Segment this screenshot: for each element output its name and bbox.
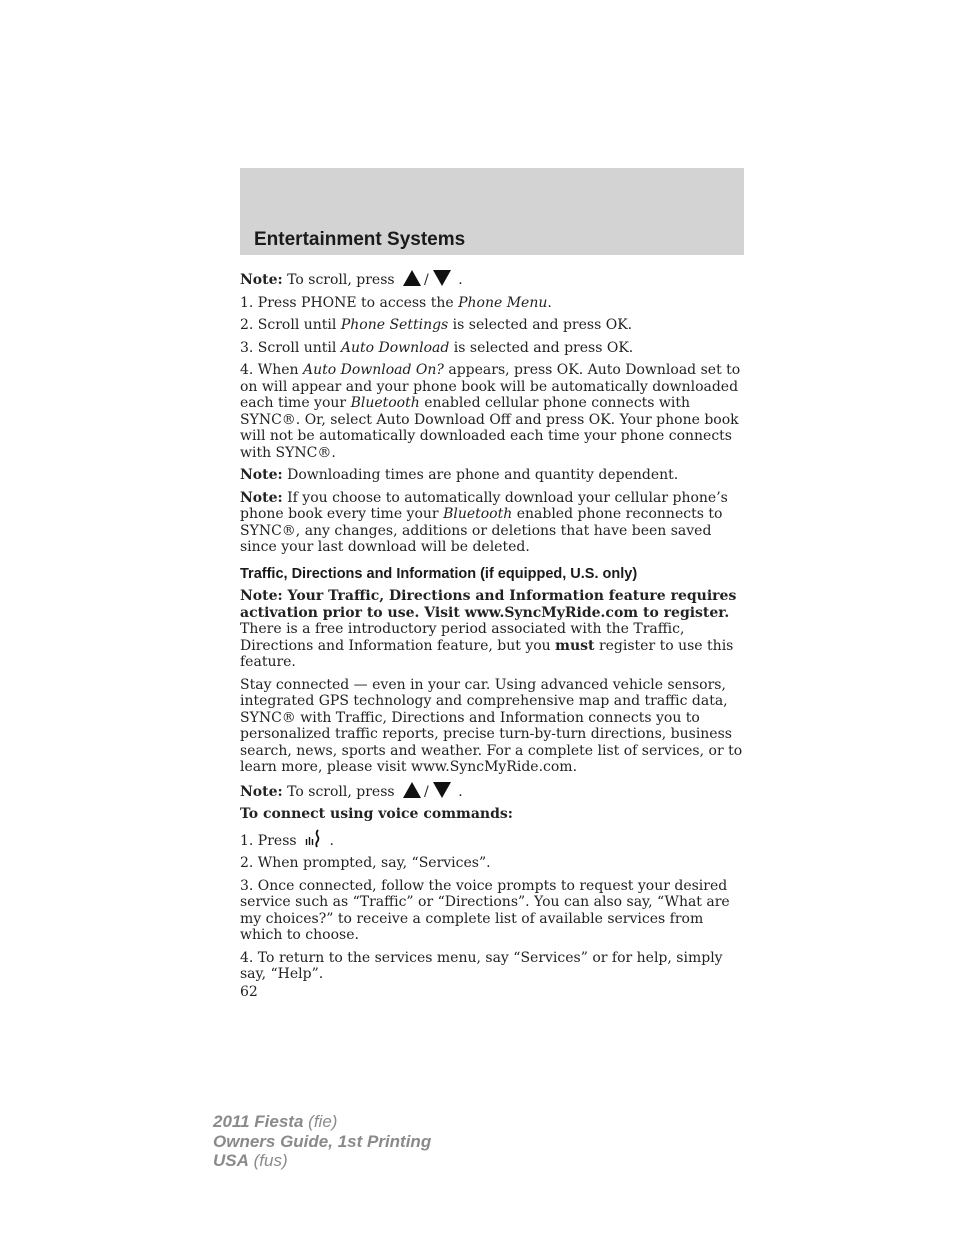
step-text: enabled cellular phone connects with SYNC®. Or, select Auto Download Off and press OK. Your phone book will not be automatically downloaded each time your phone connects with SYNC®. xyxy=(240,395,739,461)
note-text: To scroll, press xyxy=(287,272,395,288)
note-auto xyxy=(240,490,745,556)
note-scroll-2 xyxy=(240,782,745,801)
step-text: 2. Scroll until xyxy=(240,317,341,333)
voice-step-4: 4. To return to the services menu, say “Services” or for help, simply say, “Help”. xyxy=(240,949,723,982)
note-label: Note: xyxy=(240,489,283,506)
slash: / xyxy=(424,272,429,288)
page-number: 62 xyxy=(240,983,258,1000)
note-scroll-1 xyxy=(240,270,745,289)
note-label: Note: xyxy=(240,272,283,288)
voice-step-3: 3. Once connected, follow the voice prompts to request your desired service such as “Traffic” or “Directions”. You can also say, “What are my choices?” to receive a complete list of available services from which to choose. xyxy=(240,877,730,943)
note-download xyxy=(240,467,745,484)
note-label: Note: xyxy=(240,467,283,483)
voice-heading xyxy=(240,806,745,823)
traffic-intro: There is a free introductory period associated with the Traffic, Directions and Information feature, but you xyxy=(240,621,685,654)
note-text: To scroll, press xyxy=(287,783,395,800)
traffic-must: must xyxy=(555,637,595,654)
footer-model-code: (fie) xyxy=(308,1112,338,1131)
step-em: Bluetooth xyxy=(350,395,420,411)
step-2 xyxy=(240,317,745,334)
note-label: Note: xyxy=(240,783,283,800)
traffic-heading: Traffic, Directions and Information (if equipped, U.S. only) xyxy=(240,565,638,582)
traffic-note xyxy=(240,588,745,671)
step-text: is selected and press OK. xyxy=(449,339,634,356)
footer-region: USA xyxy=(213,1151,249,1170)
footer-model: 2011 Fiesta xyxy=(213,1112,304,1131)
step-text: appears, press OK. Auto Download set to on will appear and your phone book will be automatically downloaded each time your xyxy=(240,362,741,411)
footer xyxy=(213,1112,431,1171)
step-em: Phone Menu xyxy=(458,294,548,311)
footer-guide: Owners Guide, 1st Printing xyxy=(213,1131,432,1151)
step-em: Phone Settings xyxy=(340,317,449,333)
up-arrow-icon xyxy=(403,782,421,798)
voice-step-1 xyxy=(240,829,745,850)
step-1 xyxy=(240,295,745,312)
step-text: 1. Press xyxy=(240,832,297,849)
up-arrow-icon xyxy=(403,270,421,286)
step-3 xyxy=(240,340,745,357)
step-text: 1. Press PHONE to access the xyxy=(240,294,459,311)
step-text: . xyxy=(547,294,552,311)
note-text: Downloading times are phone and quantity dependent. xyxy=(287,467,679,483)
section-title: Entertainment Systems xyxy=(254,229,466,250)
step-em: Auto Download xyxy=(340,339,450,356)
footer-line-3 xyxy=(213,1151,431,1171)
down-arrow-icon xyxy=(433,270,451,286)
voice-button-icon xyxy=(305,829,321,848)
period: . xyxy=(329,832,334,849)
traffic-stay-connected: Stay connected — even in your car. Using advanced vehicle sensors, integrated GPS technology and comprehensive map and traffic data, SYNC® with Traffic, Directions and Information connects you to personalized traffic reports, precise turn-by-turn directions, business search, news, sports and weather. For a complete list of services, or to learn more, please visit www.SyncMyRide.com. xyxy=(240,676,743,775)
section-header-band xyxy=(240,168,744,255)
footer-line-1 xyxy=(213,1112,431,1132)
traffic-note-bold: Note: Your Traffic, Directions and Information feature requires activation prior to use. Visit www.SyncMyRide.com to register. xyxy=(240,588,737,621)
note-text: enabled phone reconnects to SYNC®, any changes, additions or deletions that have been saved since your last download will be deleted. xyxy=(240,506,723,555)
footer-line-2 xyxy=(213,1132,431,1152)
slash: / xyxy=(424,783,429,800)
period: . xyxy=(458,272,463,288)
voice-heading-text: To connect using voice commands: xyxy=(240,806,513,822)
page-content xyxy=(240,270,745,1006)
step-text: 3. Scroll until xyxy=(240,339,341,356)
step-text: is selected and press OK. xyxy=(448,317,633,333)
down-arrow-icon xyxy=(433,782,451,798)
note-em: Bluetooth xyxy=(443,506,513,522)
step-text: 4. When xyxy=(240,362,303,378)
step-em: Auto Download On? xyxy=(302,362,444,378)
traffic-intro: register to use this feature. xyxy=(240,637,734,670)
period: . xyxy=(458,783,463,800)
voice-step-2: 2. When prompted, say, “Services”. xyxy=(240,855,491,871)
note-text: If you choose to automatically download your cellular phone’s phone book every time your xyxy=(240,489,728,522)
footer-region-code: (fus) xyxy=(253,1151,288,1170)
step-4 xyxy=(240,362,745,461)
